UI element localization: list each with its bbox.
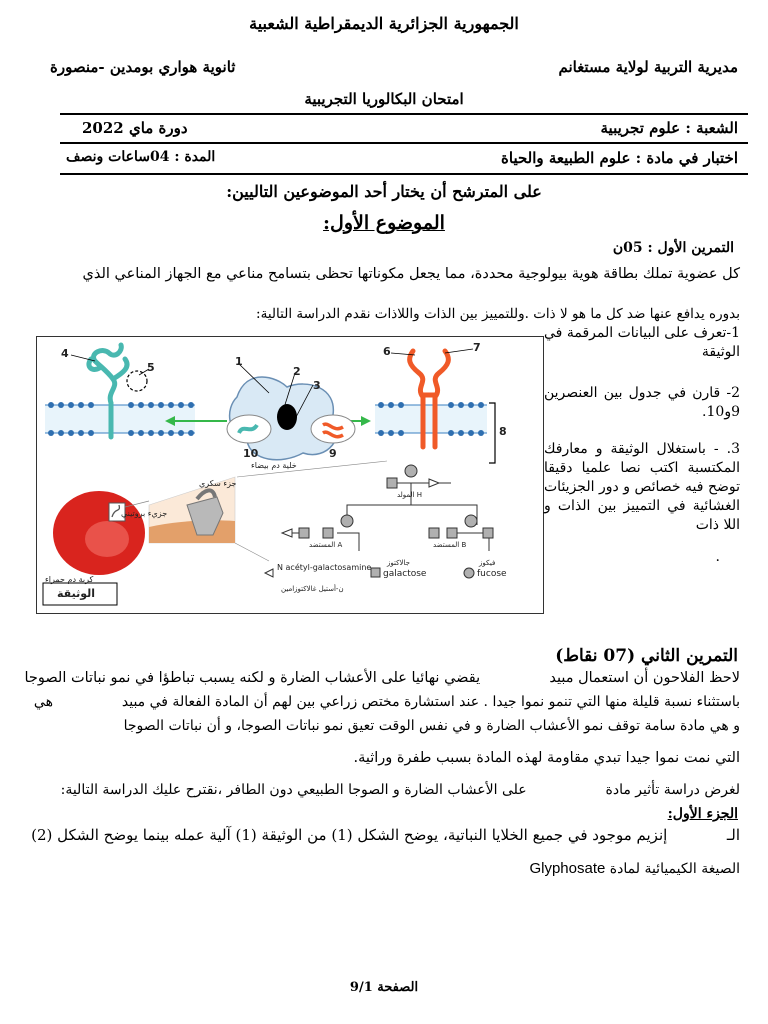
exam-title: امتحان البكالوريا التجريبية [304,90,464,108]
part1-title: الجزء الأول: [667,806,738,822]
formula-line [48,860,740,877]
exercise2-line5b: على الأعشاب الضارة و الصوجا الطبيعي دون الطافر ،نقترح عليك الدراسة التالية: [60,782,527,798]
legend-nacetyl-ar: ن-أستيل غالاكتوزامين [281,585,344,593]
formula-ar: الصيغة الكيميائية لمادة [609,861,740,877]
formula-en: Glyphosate [529,860,606,877]
intro-instruction: على المترشح أن يختار أحد الموضوعين التاليين: [226,182,542,201]
exercise2-line2b: هي [33,694,53,710]
legend-fucose: fucose [477,569,507,579]
exercise2-line1b: يقضي نهائيا على الأعشاب الضارة و لكنه يسبب تباطؤا في نمو نباتات الصوجا [24,670,481,686]
part1-prefix: الـ [726,826,740,844]
part1-line [31,826,740,844]
part1-text: إنزيم موجود في جميع الخلايا النباتية، يوضح الشكل (1) من الوثيقة (1) آلية عمله بينما يوضح الشكل (2) [31,826,668,844]
document-figure [36,336,544,614]
label-2: 2 [293,365,301,378]
exercise2-line3: و هي مادة سامة توقف نمو الأعشاب الضارة و في نفس الوقت تعيق نمو نباتات الصوجا، و أن نباتات الصوجا [123,718,740,734]
header-rule-1 [60,113,748,115]
stream: الشعبة : علوم تجريبية [600,119,738,137]
sugar-part-caption: جزء سكري [199,479,237,488]
legend-galactose: galactose [383,569,427,579]
exercise1-title: التمرين الأول : 05ن [612,240,734,256]
label-1: 1 [235,355,243,368]
antigen-a-caption: A المستضد [309,541,343,549]
legend-circle-icon [464,568,474,578]
legend-square-icon [371,568,380,577]
school-name: ثانوية هواري بومدين -منصورة [50,58,236,76]
label-6: 6 [383,345,391,358]
subject: اختبار في مادة : علوم الطبيعة والحياة [501,149,738,167]
session: دورة ماي 2022 [82,119,188,137]
exercise2-line5a: لغرض دراسة تأثير مادة [605,782,740,798]
legend-nacetyl: N acétyl-galactosamine [277,563,372,572]
bracket-8 [489,403,495,463]
document-label: الوثيقة [57,587,96,600]
exercise1-line1: كل عضوية تملك بطاقة هوية بيولوجية محددة، مما يجعل مكوناتها تحظى بتسامح مناعي مع الجهاز المناعي الذي [82,266,740,282]
exercise2-line1 [24,670,740,686]
exercise2-line4: التي نمت نموا جيدا تبدي مقاومة لهذه المادة بسبب طفرة وراثية. [353,750,740,766]
duration: المدة : 04ساعات ونصف [66,149,216,165]
exercise1-q1: 1-تعرف على البيانات المرقمة في الوثيقة [544,325,740,360]
label-3: 3 [313,379,321,392]
exercise1-line2: بدوره يدافع عنها ضد كل ما هو لا ذات .وللتمييز بين الذات واللاذات نقدم الدراسة التالية: [256,306,740,322]
red-cell-caption: كرية دم حمراء [45,575,94,584]
header-rule-2 [60,142,748,144]
legend-galactose-ar: جالاكتوز [387,559,410,567]
nucleus [277,404,297,430]
right-membrane [375,402,487,436]
directorate: مديرية التربية لولاية مستغانم [558,58,738,76]
exercise2-title: التمرين الثاني (07 نقاط) [555,646,738,666]
label-8: 8 [499,425,507,438]
exercise2-line2 [33,694,740,710]
label-10: 10 [243,447,259,460]
label-7: 7 [473,341,481,354]
label-5: 5 [147,361,155,374]
label-9: 9 [329,447,337,460]
glycoprotein-caption: جزيء بروتيني [121,509,168,518]
antigen-b-caption: B المستضد [433,541,467,549]
legend-triangle-icon [265,569,273,577]
white-cell-caption: خلية دم بيضاء [251,461,297,470]
topic1-title: الموضوع الأول: [323,212,445,234]
exercise2-line1a: لاحظ الفلاحون أن استعمال مبيد [549,670,740,686]
republic-title: الجمهورية الجزائرية الديمقراطية الشعبية [249,14,519,33]
label-4: 4 [61,347,69,360]
exercise1-dot: . [715,549,720,565]
legend-fucose-ar: فيكوز [479,559,496,567]
exercise1-q2: 2- قارن في جدول بين العنصرين 9و10. [544,385,740,420]
exercise1-q3: 3. - باستغلال الوثيقة و معارفك المكتسبة اكتب نصا علميا دقيقا توضح فيه خصائص و دور الجزيئات الغشائية في التمييز بين الذات و اللا ذات [544,441,740,533]
page-number: الصفحة 9/1 [349,980,419,995]
exercise2-line5 [48,782,740,798]
antigen-h-caption: H المولد [397,491,423,499]
circled-region [127,371,147,391]
header-rule-3 [60,173,748,175]
exercise2-line2a: باستثناء نسبة قليلة منها التي تنمو نموا جيدا . عند استشارة مختص زراعي بين لهم أن المادة الفعالة في مبيد [121,694,740,710]
